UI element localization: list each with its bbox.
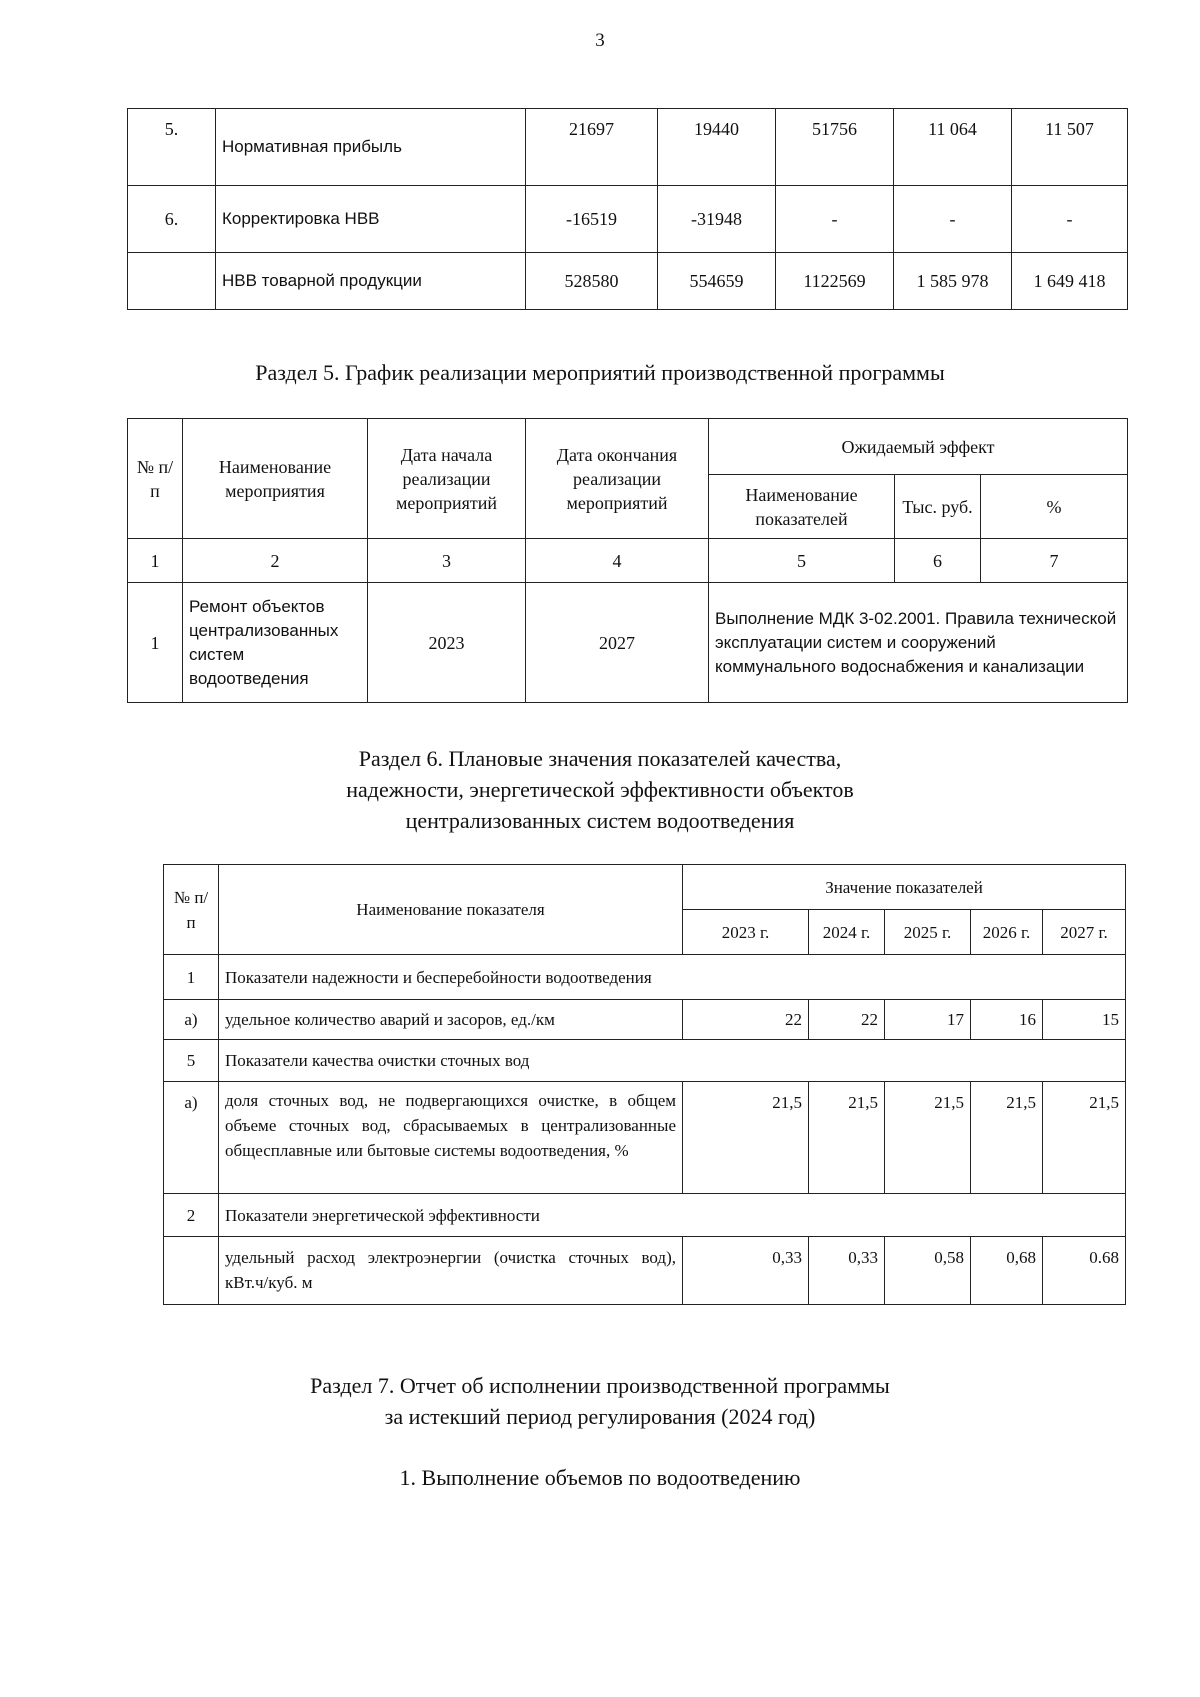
table-row	[128, 186, 1128, 253]
group-title: Показатели энергетической эффективности	[219, 1194, 1126, 1237]
value-cell: 19440	[658, 109, 776, 186]
header-percent: %	[981, 475, 1128, 539]
header-end: Дата окончания реализации мероприятий	[526, 419, 709, 539]
value-cell: 22	[809, 1000, 885, 1040]
table-row	[128, 583, 1128, 703]
group-number: 5	[164, 1040, 219, 1082]
value-cell: 21,5	[683, 1082, 809, 1194]
group-row	[164, 955, 1126, 1000]
value-cell: 11 507	[1012, 109, 1128, 186]
list-item-heading: 1. Выполнение объемов по водоотведению	[399, 1465, 801, 1490]
header-year: 2026 г.	[971, 910, 1043, 955]
page-number: 3	[595, 30, 605, 51]
start-year: 2023	[368, 583, 526, 703]
row-number	[128, 253, 216, 310]
value-cell: 21697	[526, 109, 658, 186]
header-name: Наименование показателя	[219, 865, 683, 955]
header-start: Дата начала реализации мероприятий	[368, 419, 526, 539]
indicators-table	[163, 864, 1126, 1305]
group-row	[164, 1194, 1126, 1237]
group-number: 2	[164, 1194, 219, 1237]
table-row	[164, 1082, 1126, 1194]
value-cell: -	[1012, 186, 1128, 253]
header-name: Наименование мероприятия	[183, 419, 368, 539]
group-title: Показатели качества очистки сточных вод	[219, 1040, 1126, 1082]
value-cell: 0.68	[1043, 1237, 1126, 1305]
row-letter	[164, 1237, 219, 1305]
value-cell: -	[776, 186, 894, 253]
value-cell: 15	[1043, 1000, 1126, 1040]
header-effect: Ожидаемый эффект	[709, 419, 1128, 475]
group-title: Показатели надежности и бесперебойности водоотведения	[219, 955, 1126, 1000]
column-number: 6	[895, 539, 981, 583]
value-cell: 21,5	[1043, 1082, 1126, 1194]
section6-title	[0, 743, 1200, 836]
value-cell: 1122569	[776, 253, 894, 310]
value-cell: 11 064	[894, 109, 1012, 186]
value-cell: 0,68	[971, 1237, 1043, 1305]
column-numbers-row	[128, 539, 1128, 583]
value-cell: -	[894, 186, 1012, 253]
section6-title-line: централизованных систем водоотведения	[405, 808, 795, 833]
row-name: Корректировка НВВ	[216, 186, 526, 253]
value-cell: 21,5	[885, 1082, 971, 1194]
row-name: Нормативная прибыль	[216, 109, 526, 186]
value-cell: 0,33	[683, 1237, 809, 1305]
section5-title: Раздел 5. График реализации мероприятий производственной программы	[255, 360, 945, 385]
value-cell: 21,5	[971, 1082, 1043, 1194]
row-number: 5.	[128, 109, 216, 186]
column-number: 3	[368, 539, 526, 583]
value-cell: 51756	[776, 109, 894, 186]
header-year: 2025 г.	[885, 910, 971, 955]
row-letter: а)	[164, 1082, 219, 1194]
group-number: 1	[164, 955, 219, 1000]
row-number: 6.	[128, 186, 216, 253]
row-letter: а)	[164, 1000, 219, 1040]
header-num: № п/п	[128, 419, 183, 539]
value-cell: 528580	[526, 253, 658, 310]
header-thousand-rub: Тыс. руб.	[895, 475, 981, 539]
column-number: 1	[128, 539, 183, 583]
header-year: 2024 г.	[809, 910, 885, 955]
value-cell: -16519	[526, 186, 658, 253]
indicator-name: удельный расход электроэнергии (очистка сточных вод), кВт.ч/куб. м	[219, 1237, 683, 1305]
table-row-total	[128, 253, 1128, 310]
section7-title-line: за истекший период регулирования (2024 год)	[384, 1404, 816, 1429]
value-cell: 21,5	[809, 1082, 885, 1194]
header-values: Значение показателей	[683, 865, 1126, 910]
end-year: 2027	[526, 583, 709, 703]
value-cell: 1 585 978	[894, 253, 1012, 310]
value-cell: 0,33	[809, 1237, 885, 1305]
value-cell: 17	[885, 1000, 971, 1040]
indicator-name: доля сточных вод, не подвергающихся очистке, в общем объеме сточных вод, сбрасываемых в централизованные общесплавные или бытовые системы водоотведения, %	[219, 1082, 683, 1194]
column-number: 2	[183, 539, 368, 583]
value-cell: 554659	[658, 253, 776, 310]
row-number: 1	[128, 583, 183, 703]
column-number: 7	[981, 539, 1128, 583]
table-row	[128, 109, 1128, 186]
section7-title-line: Раздел 7. Отчет об исполнении производственной программы	[310, 1373, 890, 1398]
column-number: 5	[709, 539, 895, 583]
group-row	[164, 1040, 1126, 1082]
header-year: 2023 г.	[683, 910, 809, 955]
section6-title-line: надежности, энергетической эффективности объектов	[346, 777, 854, 802]
value-cell: 1 649 418	[1012, 253, 1128, 310]
indicator-name: удельное количество аварий и засоров, ед./км	[219, 1000, 683, 1040]
row-name: НВВ товарной продукции	[216, 253, 526, 310]
section7-title	[0, 1370, 1200, 1432]
section6-title-line: Раздел 6. Плановые значения показателей качества,	[358, 746, 842, 771]
expected-effect: Выполнение МДК 3-02.2001. Правила технической эксплуатации систем и сооружений коммунального водоснабжения и канализации	[709, 583, 1128, 703]
header-indicator-name: Наименование показателей	[709, 475, 895, 539]
value-cell: 0,58	[885, 1237, 971, 1305]
value-cell: -31948	[658, 186, 776, 253]
header-year: 2027 г.	[1043, 910, 1126, 955]
header-num: № п/п	[164, 865, 219, 955]
value-cell: 22	[683, 1000, 809, 1040]
financial-table	[127, 108, 1128, 310]
column-number: 4	[526, 539, 709, 583]
measure-name: Ремонт объектов централизованных систем водоотведения	[183, 583, 368, 703]
schedule-table	[127, 418, 1128, 703]
value-cell: 16	[971, 1000, 1043, 1040]
table-row	[164, 1000, 1126, 1040]
table-row	[164, 1237, 1126, 1305]
